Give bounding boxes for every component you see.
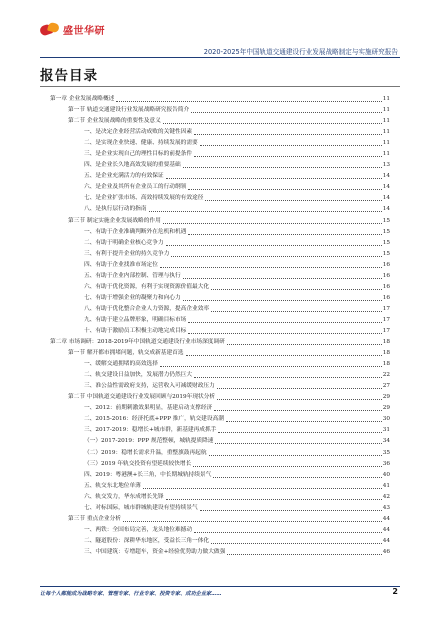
toc-entry-page: 16 <box>382 283 390 290</box>
toc-entry[interactable] <box>50 503 390 514</box>
toc-entry[interactable] <box>50 448 390 459</box>
toc-entry-title: 七、对标国际，城市群城轨建设有望持续景气 <box>84 504 198 511</box>
toc-entry-page: 18 <box>382 361 390 368</box>
toc-entry-title: 第二节 企业发展战略的重要性及意义 <box>68 118 161 125</box>
toc-entry-title: 第一章 企业发展战略概述 <box>50 96 115 102</box>
toc-dot-leader <box>226 421 382 422</box>
toc-entry-page: 22 <box>382 372 390 379</box>
toc-entry-page: 29 <box>382 405 390 412</box>
toc-entry-title: 一、2012：前期刺激效果明显，基建启动支撑经济 <box>84 405 213 412</box>
toc-dot-leader <box>166 245 382 246</box>
toc-entry-title: 一、是决定企业经营活动成败的关键性因素 <box>84 129 193 136</box>
toc-entry-title: 七、是企业扩张市场、高效持续发展的有效途径 <box>84 195 204 202</box>
toc-entry-page: 16 <box>382 294 390 301</box>
toc-dot-leader <box>143 488 382 489</box>
toc-dot-leader <box>160 366 382 367</box>
toc-entry[interactable] <box>50 238 390 249</box>
toc-dot-leader <box>116 101 381 102</box>
toc-entry-page: 41 <box>382 482 390 489</box>
toc-dot-leader <box>163 123 382 124</box>
toc-entry-page: 15 <box>382 228 390 235</box>
toc-entry-title: 二、隧道股份：深耕华东地区，受益长三角一体化 <box>84 537 210 544</box>
toc-entry-title: 第三节 重点企业分析 <box>68 515 121 522</box>
toc-entry-title: 五、是企业充满活力的有效保证 <box>84 173 164 180</box>
toc-entry-page: 17 <box>382 305 390 312</box>
toc-dot-leader <box>149 211 382 212</box>
toc-entry-title: 十、有助于激励员工积极主动地完成目标 <box>84 327 187 334</box>
toc-entry-title: 第二章 市场调研：2018-2019年中国轨道交通建设行业市场深度调研 <box>50 339 225 346</box>
toc-entry-title: 三、是企业实现自己的理性目标的前提条件 <box>84 151 193 158</box>
toc-dot-leader <box>188 322 381 323</box>
toc-entry-title: 六、是企业及其所有企业员工的行动纲领 <box>84 184 187 191</box>
toc-entry-page: 31 <box>382 427 390 434</box>
toc-entry-page: 44 <box>382 537 390 544</box>
toc-entry[interactable] <box>50 249 390 260</box>
toc-entry-page: 13 <box>382 162 390 169</box>
toc-entry-title: 八、是执行层行动的指南 <box>84 206 147 213</box>
toc-entry-page: 42 <box>382 493 390 500</box>
toc-entry-page: 34 <box>382 438 390 445</box>
toc-entry[interactable] <box>50 149 390 160</box>
toc-entry[interactable] <box>50 94 390 105</box>
toc-entry-title: 二、2015-2016：经济托底+PPP 推广，轨交建设高潮 <box>84 416 224 423</box>
toc-entry[interactable] <box>50 227 390 238</box>
report-title: 2020-2025年中国轨道交通建设行业发展战略制定与实施研究报告 <box>203 48 398 56</box>
toc-entry-page: 14 <box>382 173 390 180</box>
toc-entry[interactable] <box>50 193 390 204</box>
toc-entry[interactable] <box>50 436 390 447</box>
footer-slogan: 让每个人都能成为战略专家、管理专家、行业专家、投资专家、成功企业家…… <box>40 591 222 597</box>
toc-dot-leader <box>205 200 381 201</box>
toc-dot-leader <box>217 399 382 400</box>
toc-dot-leader <box>123 521 382 522</box>
toc-dot-leader <box>209 455 382 456</box>
toc-entry[interactable] <box>50 481 390 492</box>
toc-entry-title: 第三节 制定实施企业发展战略的作用 <box>68 217 161 224</box>
toc-entry-title: （三）2019 年轨交投资有望延续较快增长 <box>84 460 192 467</box>
table-of-contents <box>50 94 390 558</box>
toc-entry[interactable] <box>50 403 390 414</box>
toc-entry-title: 四、是企业长久地高效发展的重要基础 <box>84 162 181 169</box>
toc-entry[interactable] <box>50 414 390 425</box>
toc-entry[interactable] <box>50 182 390 193</box>
toc-entry-page: 43 <box>382 504 390 511</box>
toc-entry-title: 四、2019：粤港澳+长三角，中长期城轨持续景气 <box>84 471 212 478</box>
toc-dot-leader <box>214 410 382 411</box>
toc-dot-leader <box>166 178 382 179</box>
toc-entry[interactable] <box>50 138 390 149</box>
toc-entry[interactable] <box>50 392 390 403</box>
toc-entry[interactable] <box>50 381 390 392</box>
toc-dot-leader <box>194 156 382 157</box>
toc-dot-leader <box>191 112 382 113</box>
toc-dot-leader <box>183 300 382 301</box>
toc-entry-title: 四、有助于企业找准市场定位 <box>84 261 158 268</box>
toc-entry-page: 11 <box>382 151 390 158</box>
toc-dot-leader <box>166 499 382 500</box>
toc-dot-leader <box>211 311 382 312</box>
toc-entry-page: 44 <box>382 526 390 533</box>
toc-entry[interactable] <box>50 271 390 282</box>
toc-dot-leader <box>194 532 382 533</box>
toc-dot-leader <box>183 278 382 279</box>
toc-entry[interactable] <box>50 171 390 182</box>
toc-entry[interactable] <box>50 492 390 503</box>
toc-entry-title: 一、缓解交通拥堵的高效选择 <box>84 361 158 368</box>
toc-entry[interactable] <box>50 216 390 227</box>
toc-heading: 报告目录 <box>40 68 98 84</box>
toc-entry[interactable] <box>50 536 390 547</box>
toc-entry-page: 11 <box>382 140 390 147</box>
toc-dot-leader <box>217 388 382 389</box>
logo-mark-icon <box>40 23 60 37</box>
toc-dot-leader <box>171 256 381 257</box>
toc-entry-title: 一、有助于企业准确判断外在危机和机遇 <box>84 228 187 235</box>
toc-entry[interactable] <box>50 282 390 293</box>
toc-dot-leader <box>188 234 381 235</box>
toc-entry-title: 第一节 轨道交通建设行业发展战略研究报告简介 <box>68 107 190 114</box>
toc-dot-leader <box>211 543 382 544</box>
toc-dot-leader <box>183 167 382 168</box>
toc-entry-page: 36 <box>382 460 390 467</box>
toc-entry[interactable] <box>50 514 390 525</box>
toc-entry-title: 七、有助于增强企业的凝聚力和向心力 <box>84 294 181 301</box>
toc-entry[interactable] <box>50 459 390 470</box>
toc-dot-leader <box>200 510 382 511</box>
toc-entry[interactable] <box>50 370 390 381</box>
toc-entry-page: 11 <box>382 118 390 125</box>
toc-entry-title: 五、轨交东北地位单薄 <box>84 482 141 489</box>
toc-entry-page: 15 <box>382 250 390 257</box>
toc-dot-leader <box>194 377 382 378</box>
toc-entry[interactable] <box>50 525 390 536</box>
toc-entry-page: 40 <box>382 471 390 478</box>
toc-entry[interactable] <box>50 348 390 359</box>
toc-entry-title: 二、轨交建设日益加快，发展潜力仍然巨大 <box>84 372 193 379</box>
toc-entry-title: 二、是实现企业快速、健康、持续发展的需要 <box>84 140 198 147</box>
toc-dot-leader <box>227 554 381 555</box>
toc-entry-page: 14 <box>382 206 390 213</box>
toc-entry-page: 17 <box>382 327 390 334</box>
toc-entry[interactable] <box>50 470 390 481</box>
toc-dot-leader <box>186 355 382 356</box>
logo-text: 盛世华研 <box>63 26 105 37</box>
toc-entry-page: 18 <box>382 350 390 357</box>
toc-entry-title: 三、2017-2019：稳增长+城市群，新基建再成抓手 <box>84 427 217 434</box>
toc-entry-page: 15 <box>382 217 390 224</box>
toc-entry[interactable] <box>50 326 390 337</box>
toc-entry[interactable] <box>50 116 390 127</box>
toc-dot-leader <box>188 333 381 334</box>
toc-entry-title: 第一节 解开都市拥堵问题，轨交成新基建首选 <box>68 350 184 357</box>
toc-dot-leader <box>194 134 382 135</box>
toc-entry-title: 六、轨交发力，华东成增长先锋 <box>84 493 164 500</box>
toc-dot-leader <box>213 477 381 478</box>
toc-entry[interactable] <box>50 204 390 215</box>
toc-entry-page: 29 <box>382 394 390 401</box>
toc-dot-leader <box>215 443 381 444</box>
toc-entry-page: 44 <box>382 515 390 522</box>
toc-entry[interactable] <box>50 260 390 271</box>
toc-entry-title: （一）2017-2019：PPP 规范整顿，城轨提质降速 <box>84 438 214 445</box>
toc-entry-page: 14 <box>382 184 390 191</box>
toc-dot-leader <box>163 223 382 224</box>
toc-dot-leader <box>200 145 382 146</box>
toc-entry[interactable] <box>50 359 390 370</box>
toc-entry-title: 八、有助于优化整合企业人力资源，提高企业效率 <box>84 305 210 312</box>
toc-entry-page: 11 <box>382 96 390 102</box>
page-number: 2 <box>392 587 398 596</box>
toc-dot-leader <box>160 267 382 268</box>
toc-entry-page: 17 <box>382 316 390 323</box>
toc-entry[interactable] <box>50 105 390 116</box>
toc-entry[interactable] <box>50 293 390 304</box>
toc-entry-title: 第二节 中国轨道交通建设行业发展回顾与2019年现状分析 <box>68 394 216 401</box>
toc-dot-leader <box>211 289 382 290</box>
toc-dot-leader <box>193 466 381 467</box>
toc-dot-leader <box>218 432 381 433</box>
toc-entry-page: 16 <box>382 272 390 279</box>
toc-entry-title: （二）2019：稳增长需求升温，重整旗鼓再起航 <box>84 449 207 456</box>
toc-entry-page: 18 <box>382 339 390 346</box>
toc-entry-page: 11 <box>382 107 390 114</box>
toc-divider <box>40 86 400 87</box>
toc-entry-title: 一、两铁：全国布局完善，龙头地位难撼动 <box>84 526 193 533</box>
toc-entry-page: 15 <box>382 239 390 246</box>
toc-entry-page: 14 <box>382 195 390 202</box>
toc-entry-title: 三、有利于提升企业的持久竞争力 <box>84 250 170 257</box>
toc-entry-title: 二、有助于明确企业核心竞争力 <box>84 239 164 246</box>
toc-entry-page: 46 <box>382 548 390 555</box>
toc-entry[interactable] <box>50 337 390 348</box>
toc-entry-title: 五、有助于企业内部控制、管理与执行 <box>84 272 181 279</box>
page-header <box>0 0 440 62</box>
toc-dot-leader <box>227 344 382 345</box>
toc-entry-page: 35 <box>382 449 390 456</box>
toc-entry[interactable] <box>50 315 390 326</box>
toc-entry[interactable] <box>50 425 390 436</box>
toc-entry[interactable] <box>50 547 390 558</box>
toc-entry-title: 三、准公益性需政府支持，运营收入可减缓财政压力 <box>84 383 215 390</box>
toc-entry-page: 30 <box>382 416 390 423</box>
toc-entry-title: 三、中国建筑：专增超车，资金+经验优势助力做大做强 <box>84 548 226 555</box>
toc-dot-leader <box>188 189 381 190</box>
footer-divider <box>40 586 400 587</box>
header-divider <box>40 57 400 58</box>
toc-entry-title: 六、有助于优化资源，有利于实现资源价值最大化 <box>84 283 210 290</box>
toc-entry[interactable] <box>50 304 390 315</box>
toc-entry[interactable] <box>50 160 390 171</box>
toc-entry-page: 27 <box>382 383 390 390</box>
toc-entry[interactable] <box>50 127 390 138</box>
toc-entry-page: 16 <box>382 261 390 268</box>
toc-entry-page: 11 <box>382 129 390 136</box>
company-logo <box>40 22 105 37</box>
toc-entry-title: 九、有助于建立品牌形象，明确目标市场 <box>84 316 187 323</box>
